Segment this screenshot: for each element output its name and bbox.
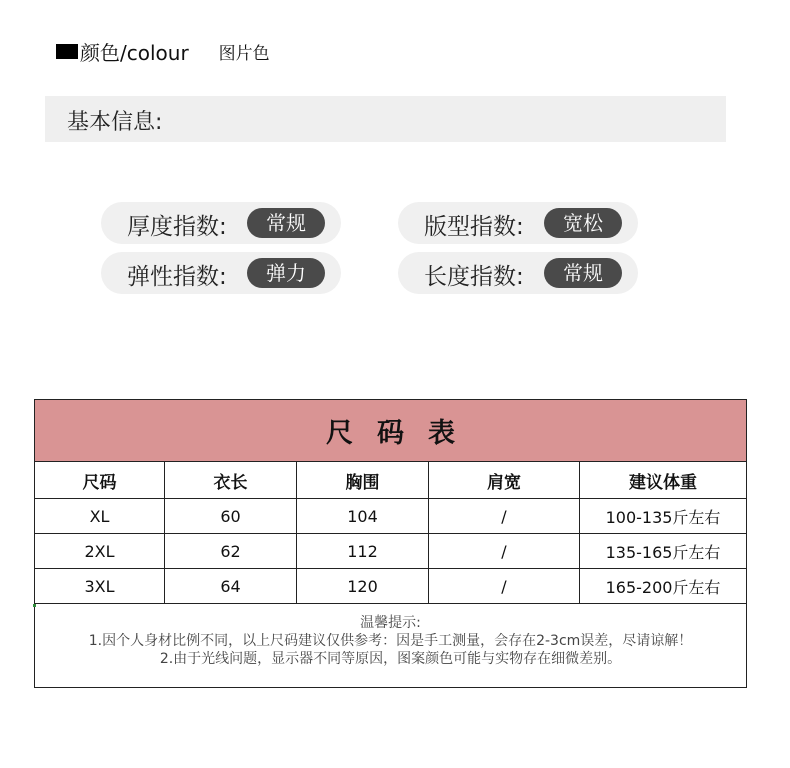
corner-mark bbox=[33, 604, 36, 607]
index-pill-elasticity bbox=[101, 252, 341, 294]
index-pill-length bbox=[398, 252, 638, 294]
note-line: 2.由于光线问题，显示器不同等原因，图案颜色可能与实物存在细微差别。 bbox=[159, 651, 622, 667]
index-pill-fit bbox=[398, 202, 638, 244]
index-pill-thickness bbox=[101, 202, 341, 244]
black-square-icon bbox=[56, 44, 78, 59]
colour-value: 图片色 bbox=[218, 43, 270, 64]
column-header: 肩宽 bbox=[429, 462, 580, 499]
basic-info-title: 基本信息: bbox=[67, 110, 163, 135]
table-row bbox=[35, 534, 747, 569]
notes-row bbox=[35, 604, 747, 688]
index-value-tag: 常规 bbox=[544, 258, 622, 288]
index-label: 长度指数: bbox=[424, 264, 524, 290]
note-line: 1.因个人身材比例不同，以上尺码建议仅供参考：因是手工测量，会存在2-3cm误差，尽请谅解！ bbox=[88, 633, 693, 649]
table-cell: / bbox=[429, 534, 580, 569]
column-header: 衣长 bbox=[165, 462, 297, 499]
table-cell: XL bbox=[35, 499, 165, 534]
table-cell: 135-165斤左右 bbox=[580, 534, 747, 569]
table-row bbox=[35, 499, 747, 534]
table-cell: 3XL bbox=[35, 569, 165, 604]
size-table-title-row bbox=[35, 400, 747, 462]
size-table-header-row bbox=[35, 462, 747, 499]
index-value-tag: 弹力 bbox=[247, 258, 325, 288]
colour-row bbox=[56, 38, 270, 64]
table-cell: / bbox=[429, 499, 580, 534]
table-cell: 60 bbox=[165, 499, 297, 534]
colour-label: 颜色/colour bbox=[80, 40, 189, 65]
table-cell: 64 bbox=[165, 569, 297, 604]
index-value-tag: 常规 bbox=[247, 208, 325, 238]
table-cell: 165-200斤左右 bbox=[580, 569, 747, 604]
basic-info-bar bbox=[45, 96, 726, 142]
column-header: 胸围 bbox=[297, 462, 429, 499]
table-cell: 62 bbox=[165, 534, 297, 569]
column-header: 尺码 bbox=[35, 462, 165, 499]
notes-title: 温馨提示: bbox=[360, 615, 421, 631]
table-cell: 104 bbox=[297, 499, 429, 534]
table-cell: 2XL bbox=[35, 534, 165, 569]
index-label: 厚度指数: bbox=[127, 214, 227, 240]
index-value-tag: 宽松 bbox=[544, 208, 622, 238]
column-header: 建议体重 bbox=[580, 462, 747, 499]
notes-cell bbox=[35, 604, 747, 688]
table-cell: / bbox=[429, 569, 580, 604]
size-table bbox=[34, 399, 747, 688]
table-cell: 100-135斤左右 bbox=[580, 499, 747, 534]
index-label: 版型指数: bbox=[424, 214, 524, 240]
index-label: 弹性指数: bbox=[127, 264, 227, 290]
size-table-title: 尺码表 bbox=[35, 400, 747, 462]
table-row bbox=[35, 569, 747, 604]
table-cell: 120 bbox=[297, 569, 429, 604]
table-cell: 112 bbox=[297, 534, 429, 569]
